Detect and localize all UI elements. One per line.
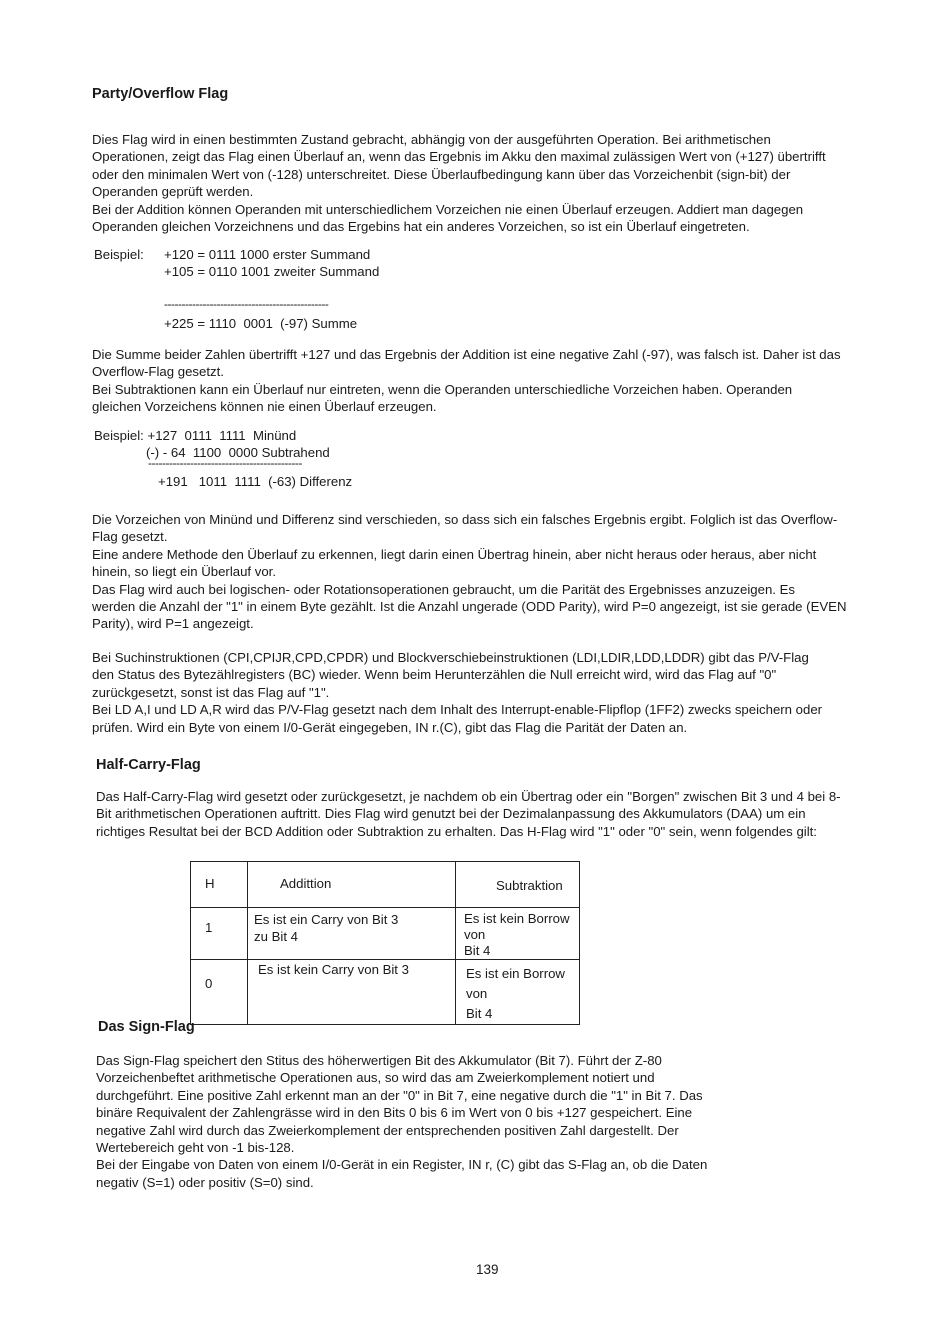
text-line: hinein, so liegt ein Überlauf vor. <box>92 564 276 580</box>
example2-result: +191 1011 1111 (-63) Differenz <box>158 474 353 489</box>
cell-line: Bit 4 <box>466 1006 493 1021</box>
table-cell-h: 0 <box>191 960 248 1025</box>
table-cell-addition <box>248 908 456 960</box>
example1-label: Beispiel: <box>94 247 144 262</box>
text-line: Operanden geprüft werden. <box>92 184 254 200</box>
text-line: Overflow-Flag gesetzt. <box>92 364 224 380</box>
table-header-subtraction: Subtraktion <box>456 862 580 908</box>
text-line: Bei LD A,I und LD A,R wird das P/V-Flag gesetzt nach dem Inhalt des Interrupt-enable-Flipflop (1FF2) zwecks speichern oder <box>92 702 823 718</box>
text-line: Bei Suchinstruktionen (CPI,CPIJR,CPD,CPDR) und Blockverschiebeinstruktionen (LDI,LDIR,LDD,LDDR) gibt das P/V-Flag <box>92 650 809 665</box>
text-line: Bei der Addition können Operanden mit unterschiedlichem Vorzeichen nie einen Überlauf erzeugen. Addiert man dagegen <box>92 201 804 217</box>
example1-line1: +120 = 0111 1000 erster Summand <box>164 247 371 262</box>
text-line: zurückgesetzt, sonst ist das Flag auf "1". <box>92 684 330 700</box>
text-line: Die Vorzeichen von Minünd und Differenz sind verschieden, so dass sich ein falsches Ergebnis ergibt. Folglich ist das Overflow- <box>92 512 838 527</box>
page-number: 139 <box>476 1262 499 1277</box>
paragraph-overflow-sum <box>92 346 892 416</box>
text-line: richtiges Resultat bei der BCD Addition oder Subtraktion zu erhalten. Das H-Flag wird "1" oder "0" sein, wenn folgendes gilt: <box>96 823 817 839</box>
text-line: binäre Requivalent der Zahlengrässe wird in den Bits 0 bis 6 im Wert von 0 bis +127 gespeichert. Eine <box>96 1105 693 1121</box>
text-line: Flag gesetzt. <box>92 529 168 545</box>
text-line: Das Flag wird auch bei logischen- oder Rotationsoperationen gebraucht, um die Parität des Ergebnisses anzuzeigen. Es <box>92 581 796 597</box>
text-line: Operanden gleichen Vorzeichnens und das Ergebins hat ein anderes Vorzeichen, so ist ein Überlauf eingetreten. <box>92 219 750 235</box>
example2-line2: (-) - 64 1100 0000 Subtrahend <box>146 445 330 460</box>
text-line: Das Half-Carry-Flag wird gesetzt oder zurückgesetzt, je nachdem ob ein Übertrag oder ein "Borgen" zwischen Bit 3 und 4 bei 8- <box>96 789 841 804</box>
table-cell-addition <box>248 960 456 1025</box>
table-cell-subtraction <box>456 908 580 960</box>
paragraph-block-instructions <box>92 649 892 736</box>
text-line: Bei der Eingabe von Daten von einem I/0-Gerät in ein Register, IN r, (C) gibt das S-Flag an, ob die Daten <box>96 1157 708 1173</box>
example2-line1: Beispiel: +127 0111 1111 Minünd <box>94 428 297 443</box>
table-cell-subtraction <box>456 960 580 1025</box>
cell-line: Bit 4 <box>464 943 491 958</box>
text-line: werden die Anzahl der "1" in einem Byte gezählt. Ist die Anzahl ungerade (ODD Parity), wird P=0 angezeigt, ist sie gerade (EVEN <box>92 599 847 615</box>
cell-line: Es ist kein Borrow von <box>464 911 570 942</box>
paragraph-sign-flag <box>96 1052 896 1191</box>
example1-result: +225 = 1110 0001 (-97) Summe <box>164 316 358 331</box>
section-title-parity-overflow: Party/Overflow Flag <box>92 86 229 102</box>
table-header-addition: Addittion <box>248 862 456 908</box>
example1-separator: ----------------------------------------------- <box>164 297 329 311</box>
example1-line2: +105 = 0110 1001 zweiter Summand <box>164 264 380 279</box>
table-row <box>191 908 580 960</box>
paragraph-half-carry <box>96 788 896 840</box>
section-title-sign-flag: Das Sign-Flag <box>98 1019 195 1035</box>
text-line: Das Sign-Flag speichert den Stitus des höherwertigen Bit des Akkumulator (Bit 7). Führt der Z-80 <box>96 1053 662 1068</box>
text-line: durchgeführt. Eine positive Zahl erkennt man an der "0" in Bit 7, eine negative durch die "1" in Bit 7. Das <box>96 1087 703 1103</box>
paragraph-overflow-intro <box>92 131 892 235</box>
table-cell-h: 1 <box>191 908 248 960</box>
text-line: oder den minimalen Wert von (-128) unterschreitet. Diese Überlaufbedingung kann über das Vorzeichenbit (sign-bit) der <box>92 166 791 182</box>
cell-line: Es ist ein Borrow von <box>466 966 565 1001</box>
text-line: Dies Flag wird in einen bestimmten Zustand gebracht, abhängig von der ausgeführten Operation. Bei arithmetischen <box>92 132 771 147</box>
text-line: Die Summe beider Zahlen übertrifft +127 und das Ergebnis der Addition ist eine negative Zahl (-97), was falsch ist. Daher ist das <box>92 347 841 362</box>
text-line: prüfen. Wird ein Byte von einem I/0-Gerät eingegeben, IN r.(C), gibt das Flag die Parität der Daten an. <box>92 719 688 735</box>
example2-separator: -------------------------------------------- <box>148 456 302 470</box>
text-line: Bit arithmetischen Operationen auftritt. Dies Flag wird genutzt bei der Dezimalanpassung des Akkumulators (DAA) um ein <box>96 806 806 822</box>
section-title-half-carry: Half-Carry-Flag <box>96 757 201 773</box>
text-line: Bei Subtraktionen kann ein Überlauf nur eintreten, wenn die Operanden unterschiedliche Vorzeichen haben. Operanden <box>92 381 793 397</box>
text-line: Vorzeichenbeftet arithmetische Operationen aus, so wird das am Zweierkomplement notiert und <box>96 1070 655 1086</box>
paragraph-parity <box>92 511 892 633</box>
text-line: Operationen, zeigt das Flag einen Überlauf an, wenn das Ergebnis im Akku den maximal zulässigen Wert von (+127) übertrifft <box>92 149 826 165</box>
text-line: Eine andere Methode den Überlauf zu erkennen, liegt darin einen Übertrag hinein, aber nicht heraus oder heraus, aber nicht <box>92 546 817 562</box>
text-line: den Status des Bytezählregisters (BC) wieder. Wenn beim Herunterzählen die Null erreicht wird, wird das Flag auf "0" <box>92 667 777 683</box>
text-line: Wertebereich geht von -1 bis-128. <box>96 1140 295 1156</box>
table-header-row <box>191 862 580 908</box>
table-row <box>191 960 580 1025</box>
text-line: Parity), wird P=1 angezeigt. <box>92 616 254 632</box>
table-header-h: H <box>191 862 248 908</box>
text-line: negativ (S=1) oder positiv (S=0) sind. <box>96 1174 314 1190</box>
text-line: negative Zahl wird durch das Zweierkomplement der entsprechenden positiven Zahl dargestellt. Der <box>96 1122 679 1138</box>
cell-line: Es ist kein Carry von Bit 3 <box>258 962 409 977</box>
cell-line: Es ist ein Carry von Bit 3 <box>254 912 399 927</box>
half-carry-table <box>190 861 580 1025</box>
cell-line: zu Bit 4 <box>254 929 298 944</box>
text-line: gleichen Vorzeichens können nie einen Überlauf erzeugen. <box>92 399 437 415</box>
